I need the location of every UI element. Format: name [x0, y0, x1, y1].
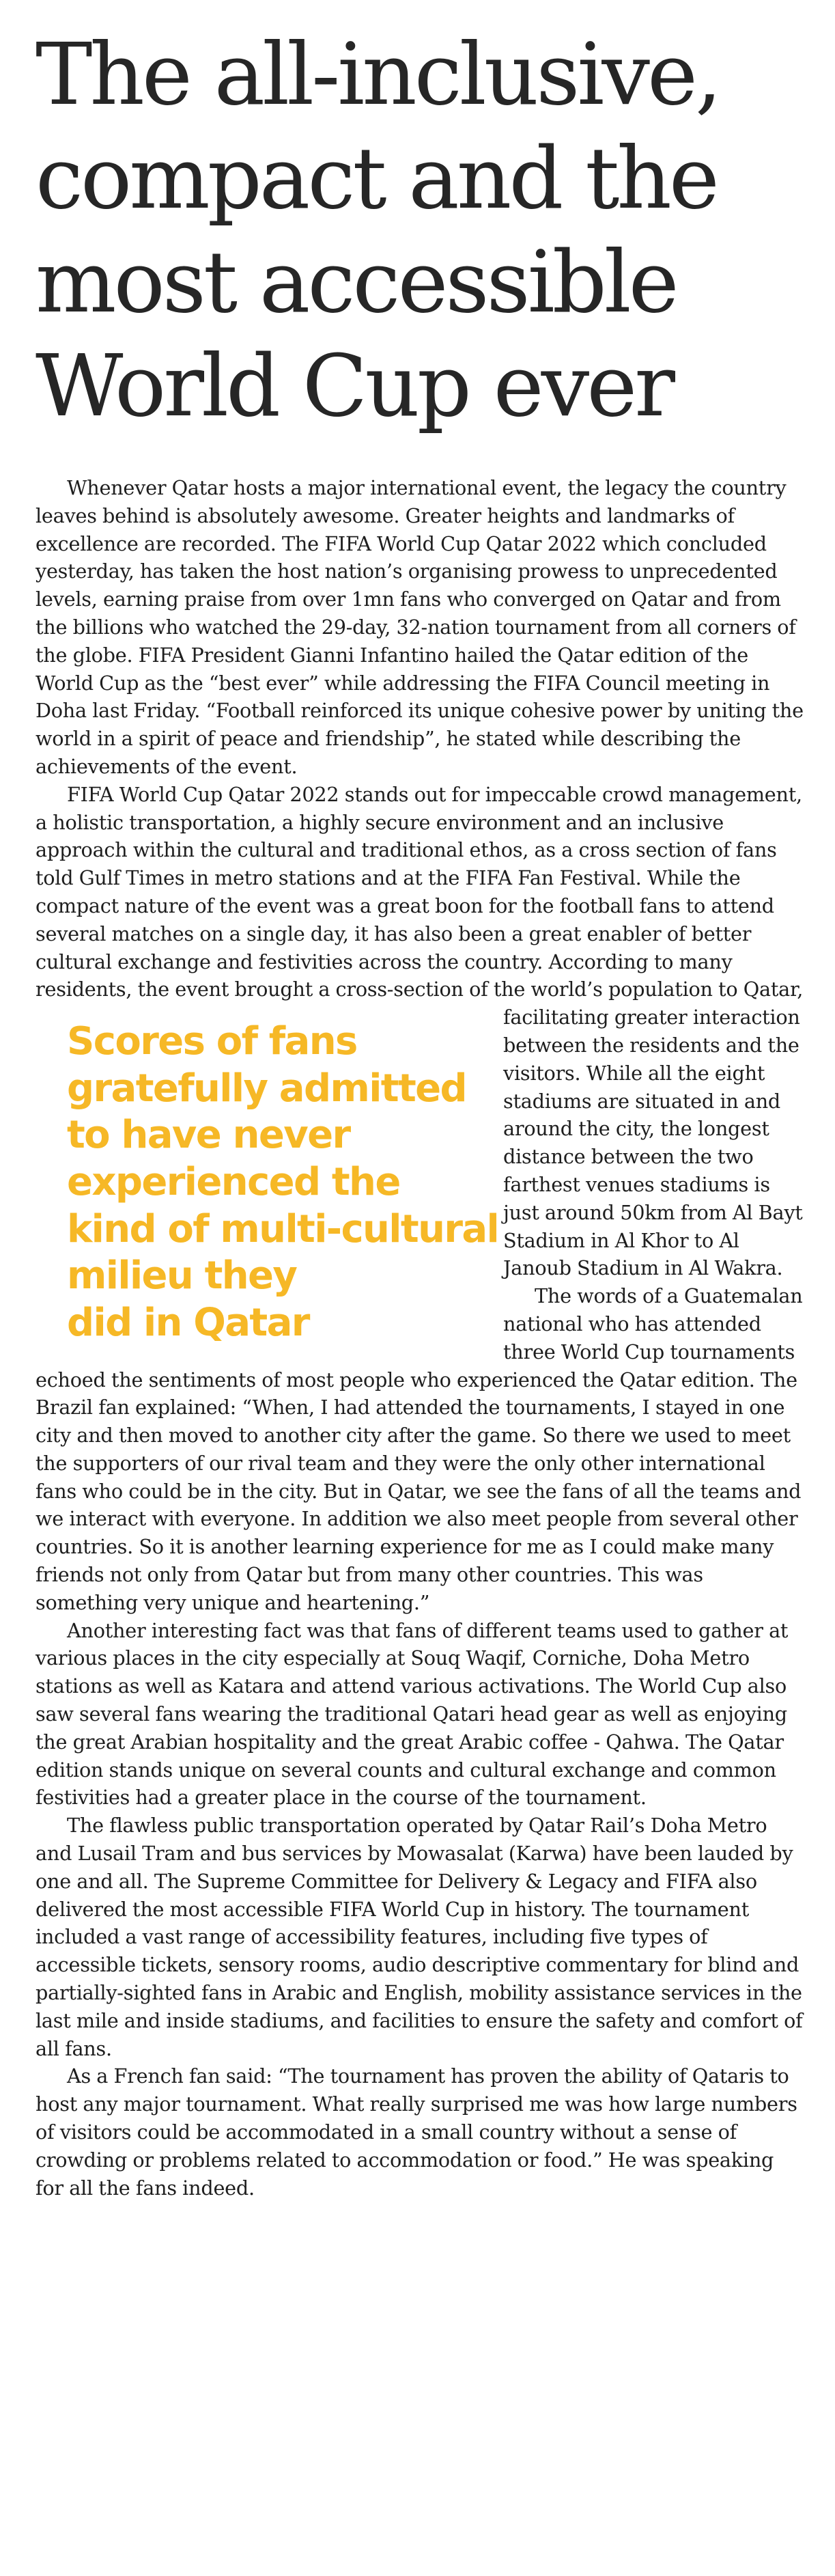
pull-quote-line: Scores of fans: [67, 1019, 357, 1064]
paragraph-1: Whenever Qatar hosts a major international event, the legacy the country leaves behind is absolutely awesome. Greater heights and landmarks of excellence are recorded. The FIFA World Cup Qatar 2022 which concluded yesterday, has taken the host nation’s organising prowess to unprecedented levels, earning praise from over 1mn fans who converged on Qatar and from the billions who watched the 29-day, 32-nation tournament from all corners of the globe. FIFA President Gianni Infantino hailed the Qatar edition of the World Cup as the “best ever” while addressing the FIFA Council meeting in Doha last Friday. “Football reinforced its unique cohesive power by uniting the world in a spirit of peace and friendship”, he stated while describing the achievements of the event.: [36, 476, 804, 778]
pull-quote-line: did in Qatar: [67, 1300, 309, 1345]
pull-quote-line: to have never: [67, 1113, 350, 1158]
paragraph-2-rest: population to Qatar, facilitating greater interaction between the residents and the visitors. While all the eight stadiums are situated in and around the city, the longest distance between the two farthest venues stadiums is just around 50km from Al Bayt Stadium in Al Khor to Al Janoub Stadium in Al Wakra.: [503, 978, 804, 1280]
pull-quote-line: kind of multi-cultural: [67, 1206, 499, 1251]
paragraph-3: The words of a Guatemalan national who has attended three World Cup tournaments echoed the sentiments of most people who experienced the Qatar edition. The Brazil fan explained: “When, I had attended the tournaments, I stayed in one city and then moved to another city after the game. So there we used to meet the supporters of our rival team and they were the only other international fans who could be in the city. But in Qatar, we see the fans of all the teams and we interact with everyone. In addition we also meet people from several other countries. So it is another learning experience for me as I could make many friends not only from Qatar but from many other countries. This was something very unique and heartening.”: [36, 1284, 803, 1614]
pull-quote: [36, 1019, 499, 1346]
pull-quote-line: milieu they: [67, 1254, 297, 1299]
paragraph-2-intro: FIFA World Cup Qatar 2022 stands out for impeccable crowd management, a holistic transportation, a highly secure environment and an inclusive approach within the cultural and traditional ethos, as a cross section of fans told Gulf Times in metro stations and at the FIFA Fan Festival. While the compact nature of the event was a great boon for the football fans to attend several matches on a single day, it has also been a great enabler of better cultural exchange and festivities across the country. According to many residents, the event brought a cross-section of the world’s: [36, 782, 802, 1001]
paragraph-5: The flawless public transportation operated by Qatar Rail’s Doha Metro and Lusail Tram and bus services by Mowasalat (Karwa) have been lauded by one and all. The Supreme Committee for Delivery & Legacy and FIFA also delivered the most accessible FIFA World Cup in history. The tournament included a vast range of accessibility features, including five types of accessible tickets, sensory rooms, audio descriptive commentary for blind and partially-sighted fans in Arabic and English, mobility assistance services in the last mile and inside stadiums, and facilities to ensure the safety and comfort of all fans.: [36, 1814, 803, 2060]
paragraph-4: Another interesting fact was that fans of different teams used to gather at various places in the city especially at Souq Waqif, Corniche, Doha Metro stations as well as Katara and attend various activations. The World Cup also saw several fans wearing the traditional Qatari head gear as well as enjoying the great Arabian hospitality and the great Arabic coffee - Qahwa. The Qatar edition stands unique on several counts and cultural exchange and common festivities had a greater place in the course of the tournament.: [36, 1618, 789, 1810]
pull-quote-line: experienced the: [67, 1159, 400, 1204]
article-body: [36, 474, 806, 2202]
headline: The all-inclusive, compact and the most accessible World Cup ever: [36, 25, 720, 436]
paragraph-2: [36, 781, 806, 1345]
pull-quote-line: gratefully admitted: [67, 1066, 466, 1111]
paragraph-6: As a French fan said: “The tournament has proven the ability of Qataris to host any major tournament. What really surprised me was how large numbers of visitors could be accommodated in a small country without a sense of crowding or problems related to accommodation or food.” He was speaking for all the fans indeed.: [36, 2064, 797, 2200]
